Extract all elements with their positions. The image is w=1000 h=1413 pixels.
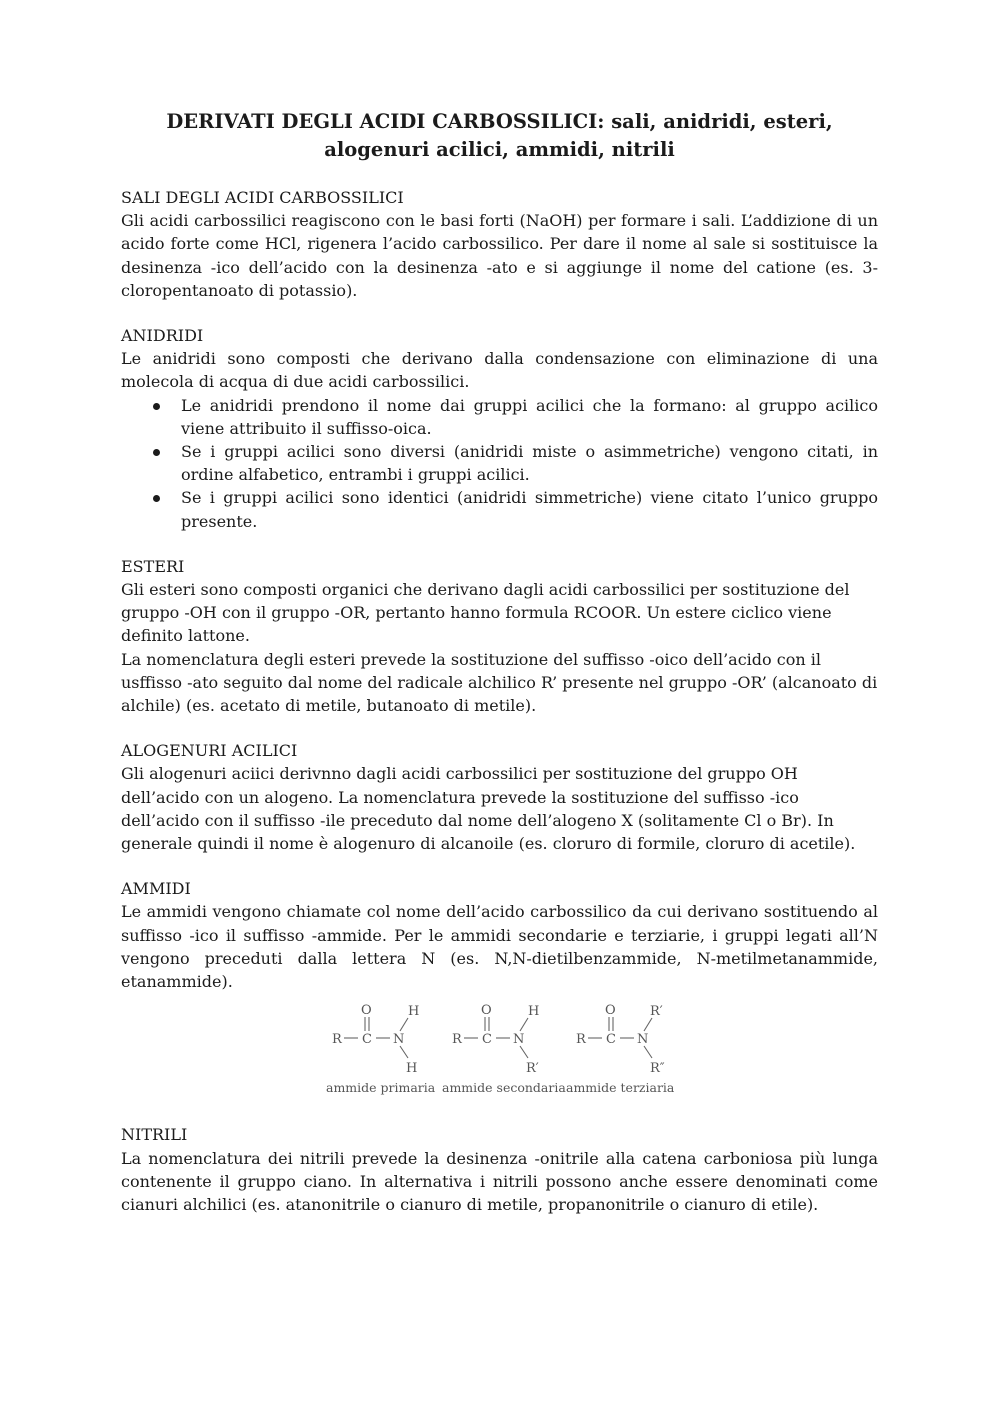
atom-c: C (482, 1032, 492, 1048)
atom-o: O (605, 1003, 616, 1019)
section-heading-nitrili: NITRILI (121, 1125, 188, 1145)
atom-n: N (513, 1032, 525, 1048)
section-alogenuri (121, 739, 878, 855)
bullet-icon (153, 495, 160, 502)
atom-bottom-substituent: R″ (650, 1061, 665, 1077)
list-item-text: Se i gruppi acilici sono identici (anidridi simmetriche) viene citato l’unico gruppo presente. (181, 488, 878, 531)
list-item-text: Le anidridi prendono il nome dai gruppi acilici che la formano: al gruppo acilico viene attribuito il suffisso-oica. (181, 395, 878, 438)
bond-line (644, 1018, 652, 1031)
section-heading-alogenuri: ALOGENURI ACILICI (121, 741, 298, 761)
atom-top-substituent: H (408, 1004, 420, 1020)
amide-structure-secondary (442, 1003, 566, 1095)
paragraph-nitrili: La nomenclatura dei nitrili prevede la desinenza -onitrile alla catena carboniosa più lunga contenente il gruppo ciano. In alternativa i nitrili possono anche essere denominati come cianuri alchilici (es. atanonitrile o cianuro di metile, propanonitrile o cianuro di etile). (121, 1148, 878, 1214)
atom-top-substituent: H (528, 1004, 540, 1020)
amide-structure-tertiary (566, 1003, 675, 1095)
atom-n: N (393, 1032, 405, 1048)
section-nitrili (121, 1123, 878, 1216)
section-anidridi (121, 324, 878, 533)
bullet-icon (153, 449, 160, 456)
amide-structures-figure (326, 1001, 676, 1101)
atom-o: O (481, 1003, 492, 1019)
atom-r: R (452, 1032, 462, 1048)
atom-c: C (606, 1032, 616, 1048)
structure-caption: ammide secondaria (442, 1080, 566, 1096)
atom-r: R (576, 1032, 586, 1048)
amide-structure-primary (326, 1003, 436, 1095)
atom-top-substituent: R′ (650, 1004, 663, 1020)
bond-line (400, 1046, 408, 1058)
paragraph-anidridi: Le anidridi sono composti che derivano dalla condensazione con eliminazione di una molecola di acqua di due acidi carbossilici. (121, 349, 878, 392)
section-heading-sali: SALI DEGLI ACIDI CARBOSSILICI (121, 188, 404, 207)
bond-line (644, 1046, 652, 1058)
section-heading-ammidi: AMMIDI (121, 879, 191, 899)
structure-caption: ammide primaria (326, 1080, 436, 1096)
section-heading-anidridi: ANIDRIDI (121, 326, 204, 346)
bullet-icon (153, 403, 160, 410)
list-item (181, 440, 878, 486)
bond-line (520, 1018, 528, 1031)
bond-line (400, 1018, 408, 1031)
atom-n: N (637, 1032, 649, 1048)
atom-bottom-substituent: H (406, 1061, 418, 1077)
section-ammidi (121, 877, 878, 1101)
list-item-text: Se i gruppi acilici sono diversi (anidridi miste o asimmetriche) vengono citati, in ordine alfabetico, entrambi i gruppi acilici. (181, 442, 878, 485)
paragraph-sali: Gli acidi carbossilici reagiscono con le basi forti (NaOH) per formare i sali. L’addizione di un acido forte come HCl, rigenera l’acido carbossilico. Per dare il nome al sale si sostituisce la desinenza -ico dell’acido con la desinenza -ato e si aggiunge il nome del catione (es. 3-cloropentanoato di potassio). (121, 211, 878, 300)
section-esteri (121, 555, 878, 717)
atom-o: O (361, 1003, 372, 1019)
atom-r: R (332, 1032, 342, 1048)
structure-caption: ammide terziaria (566, 1080, 675, 1096)
section-sali (121, 186, 878, 302)
document-title: DERIVATI DEGLI ACIDI CARBOSSILICI: sali, anidridi, esteri, alogenuri acilici, ammidi, nitrili (166, 110, 833, 161)
bond-line (520, 1046, 528, 1058)
section-heading-esteri: ESTERI (121, 556, 185, 576)
paragraph-esteri-2: La nomenclatura degli esteri prevede la sostituzione del suffisso -oico dell’acido con il usffisso -ato seguito dal nome del radicale alchilico R’ presente nel gruppo -OR’ (alcanoato di alchile) (es. acetato di metile, butanoato di metile). (121, 649, 878, 716)
paragraph-esteri-1: Gli esteri sono composti organici che derivano dagli acidi carbossilici per sostituzione del gruppo -OH con il gruppo -OR, pertanto hanno formula RCOOR. Un estere ciclico viene definito lattone. (121, 580, 850, 646)
paragraph-alogenuri: Gli alogenuri aciici derivnno dagli acidi carbossilici per sostituzione del gruppo OH dell’acido con un alogeno. La nomenclatura prevede la sostituzione del suffisso -ico dell’acido con il suffisso -ile preceduto dal nome dell’alogeno X (solitamente Cl o Br). In generale quindi il nome è alogenuro di alcanoile (es. cloruro di formile, cloruro di acetile). (121, 764, 856, 854)
atom-bottom-substituent: R′ (526, 1061, 539, 1077)
document-page (121, 108, 878, 1238)
list-item (181, 486, 878, 532)
bullet-list-anidridi (121, 394, 878, 533)
list-item (181, 394, 878, 440)
paragraph-ammidi: Le ammidi vengono chiamate col nome dell’acido carbossilico da cui derivano sostituendo al suffisso -ico il suffisso -ammide. Per le ammidi secondarie e terziarie, i gruppi legati all’N vengono preceduti dalla lettera N (es. N,N-dietilbenzammide, N-metilmetanammide, etanammide). (121, 902, 878, 992)
atom-c: C (362, 1032, 372, 1048)
